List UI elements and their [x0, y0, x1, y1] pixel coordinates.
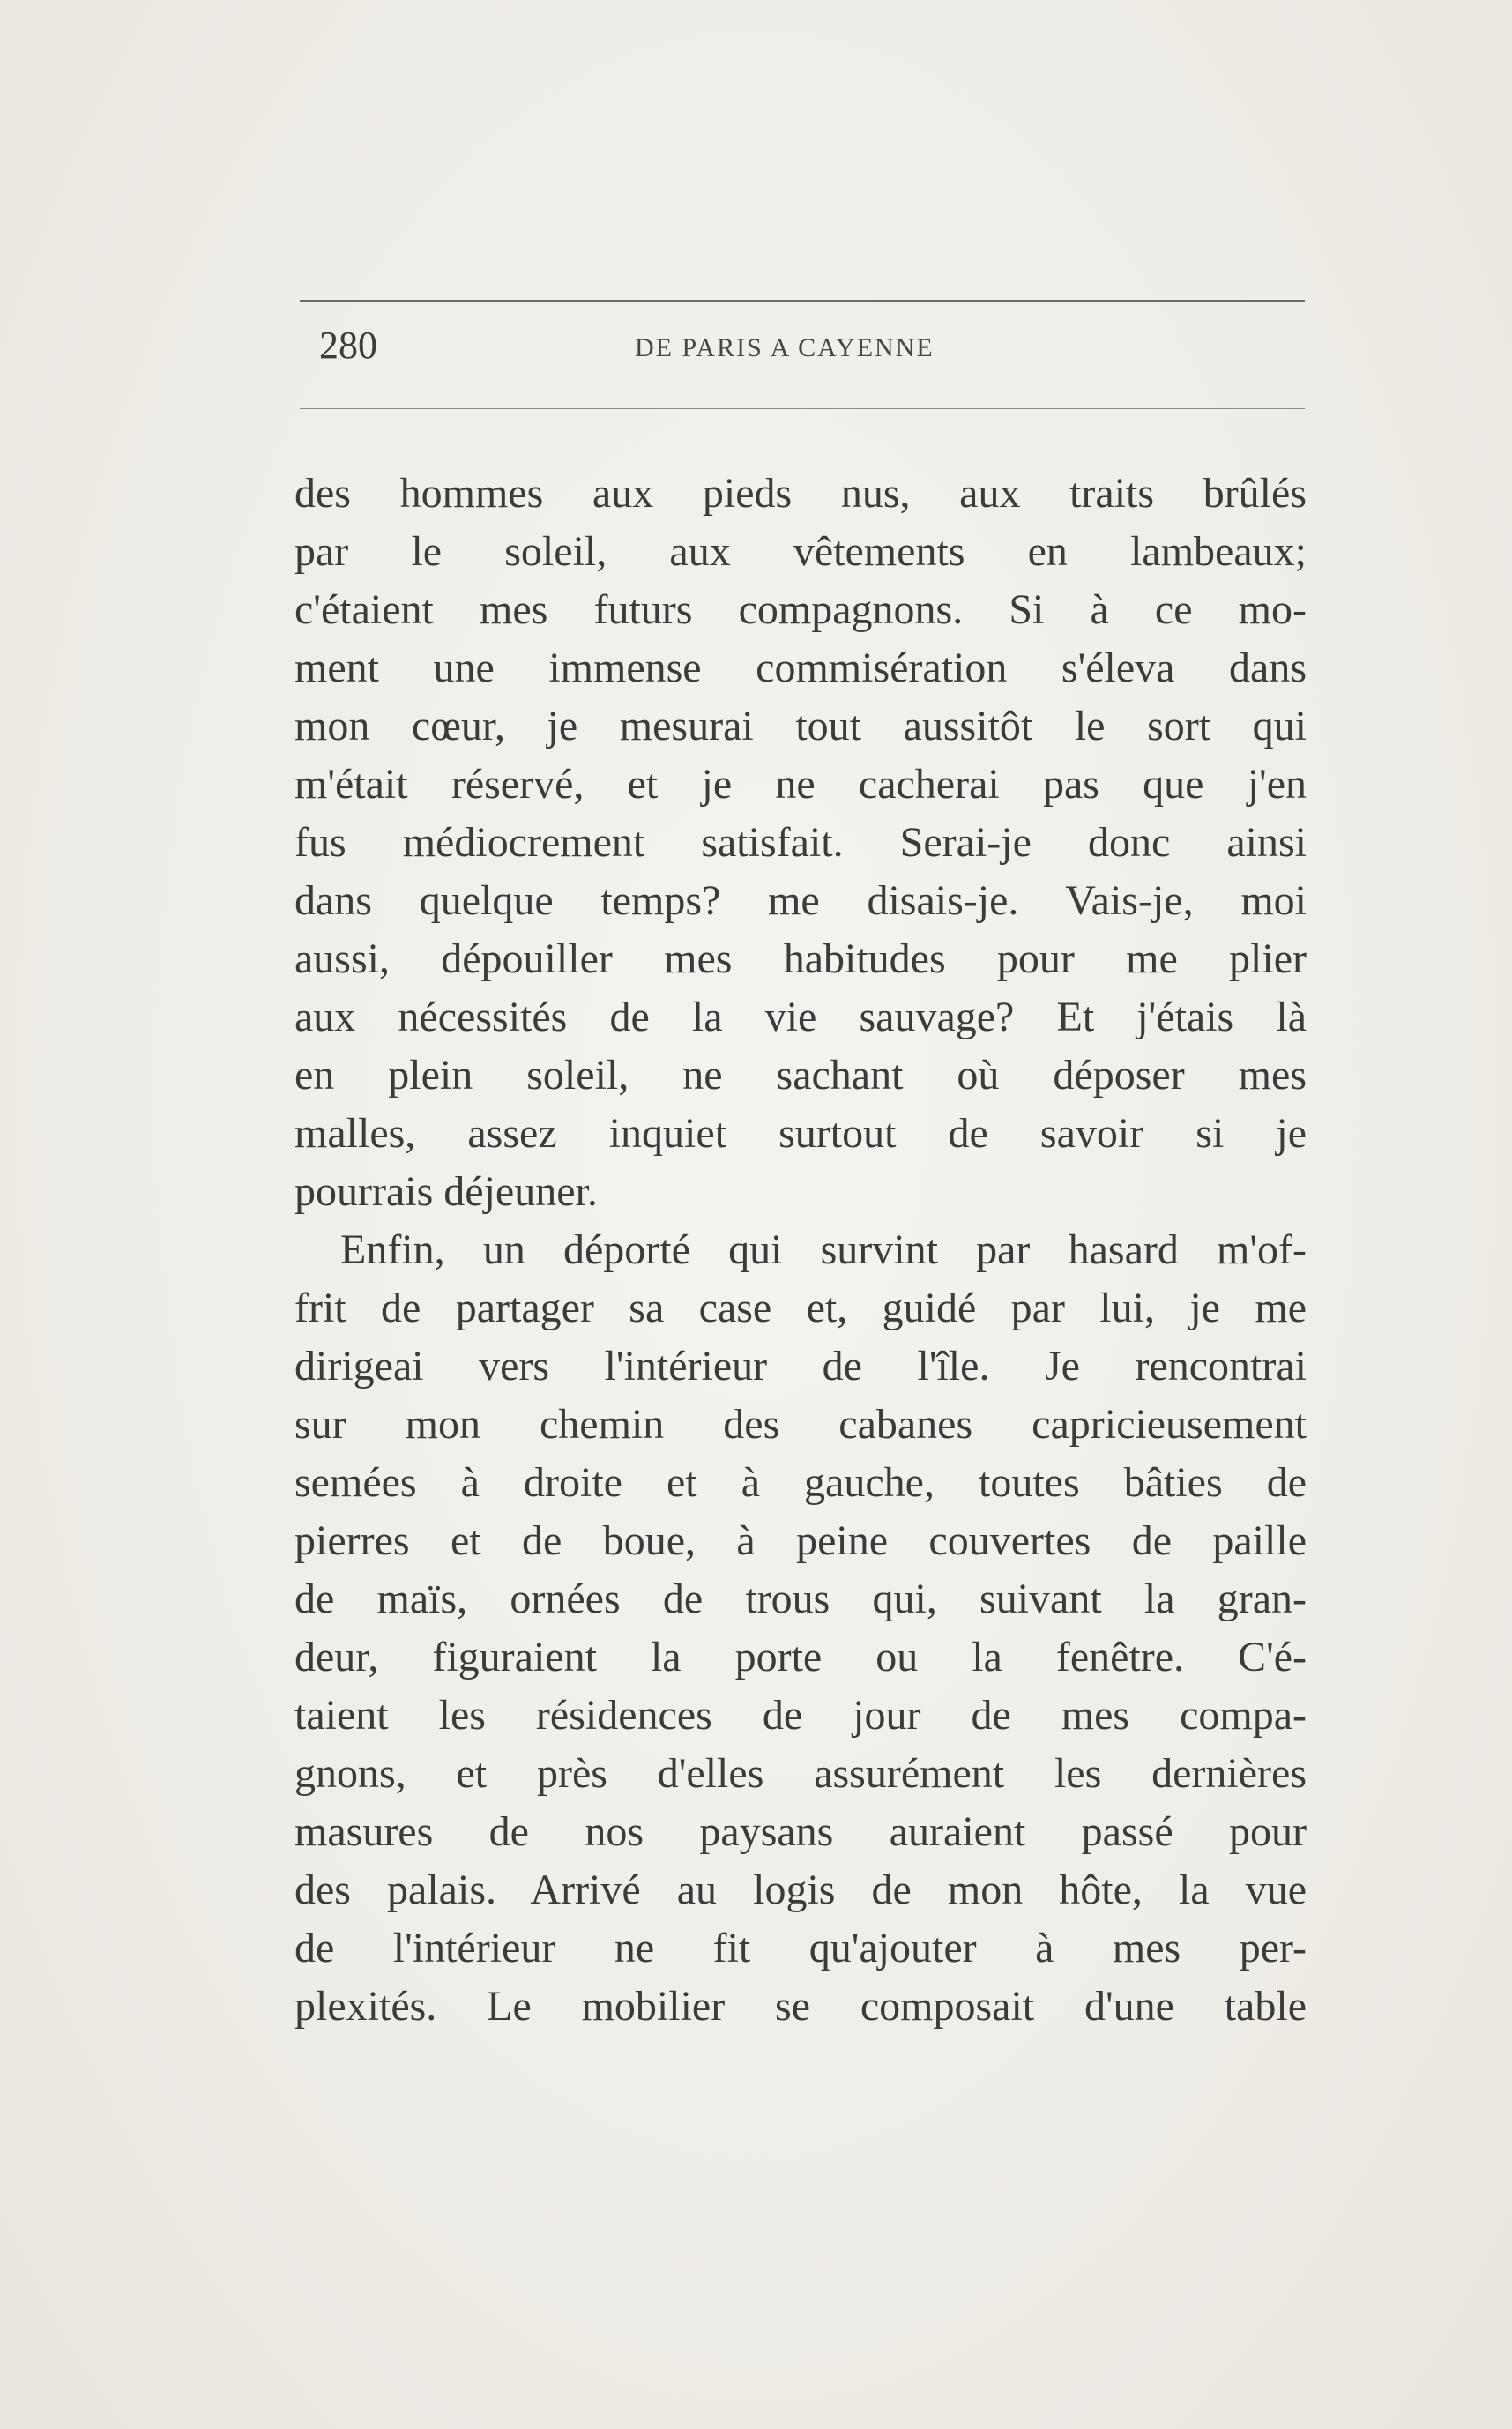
- text-line: par le soleil, aux vêtements en lambeaux;: [294, 528, 1307, 575]
- text-line: des palais. Arrivé au logis de mon hôte, la vue: [294, 1866, 1307, 1913]
- text-line: plexités. Le mobilier se composait d'une table: [294, 1983, 1307, 2030]
- text-line: pourrais déjeuner.: [294, 1168, 598, 1215]
- text-line: aussi, dépouiller mes habitudes pour me plier: [294, 935, 1307, 982]
- text-line: m'était réservé, et je ne cacherai pas que j'en: [294, 761, 1307, 808]
- text-line: de maïs, ornées de trous qui, suivant la gran-: [294, 1576, 1307, 1622]
- running-title: DE PARIS A CAYENNE: [635, 333, 935, 362]
- text-line: sur mon chemin des cabanes capricieusement: [294, 1401, 1307, 1448]
- body-text: [294, 465, 1307, 2036]
- text-line: dans quelque temps? me disais-je. Vais-je, moi: [294, 877, 1307, 924]
- text-line: en plein soleil, ne sachant où déposer mes: [294, 1052, 1307, 1099]
- paragraph-2: [294, 1221, 1307, 2036]
- text-line: dirigeai vers l'intérieur de l'île. Je rencontrai: [294, 1343, 1307, 1390]
- header-bottom-rule: [300, 408, 1305, 409]
- text-line: semées à droite et à gauche, toutes bâties de: [294, 1459, 1307, 1506]
- text-line: malles, assez inquiet surtout de savoir si je: [294, 1110, 1307, 1157]
- header-top-rule: [300, 300, 1305, 302]
- text-line: masures de nos paysans auraient passé pour: [294, 1808, 1307, 1855]
- text-line: gnons, et près d'elles assurément les dernières: [294, 1750, 1307, 1797]
- text-line: mon cœur, je mesurai tout aussitôt le sort qui: [294, 703, 1307, 749]
- text-line: pierres et de boue, à peine couvertes de paille: [294, 1517, 1307, 1564]
- text-line: de l'intérieur ne fit qu'ajouter à mes per-: [294, 1925, 1307, 1971]
- text-line: aux nécessités de la vie sauvage? Et j'étais là: [294, 994, 1307, 1040]
- text-line: Enfin, un déporté qui survint par hasard m'of-: [340, 1226, 1307, 1273]
- text-line: deur, figuraient la porte ou la fenêtre. C'é-: [294, 1634, 1307, 1680]
- text-line: taient les résidences de jour de mes compa-: [294, 1692, 1307, 1739]
- page-header: [300, 319, 1305, 381]
- text-line: frit de partager sa case et, guidé par lui, je me: [294, 1285, 1307, 1331]
- text-line: fus médiocrement satisfait. Serai-je donc ainsi: [294, 819, 1307, 866]
- page-number: 280: [319, 324, 377, 367]
- text-line: c'étaient mes futurs compagnons. Si à ce mo-: [294, 586, 1307, 633]
- text-line: ment une immense commisération s'éleva dans: [294, 645, 1307, 691]
- paragraph-1: [294, 465, 1307, 1221]
- text-line: des hommes aux pieds nus, aux traits brûlés: [294, 470, 1307, 517]
